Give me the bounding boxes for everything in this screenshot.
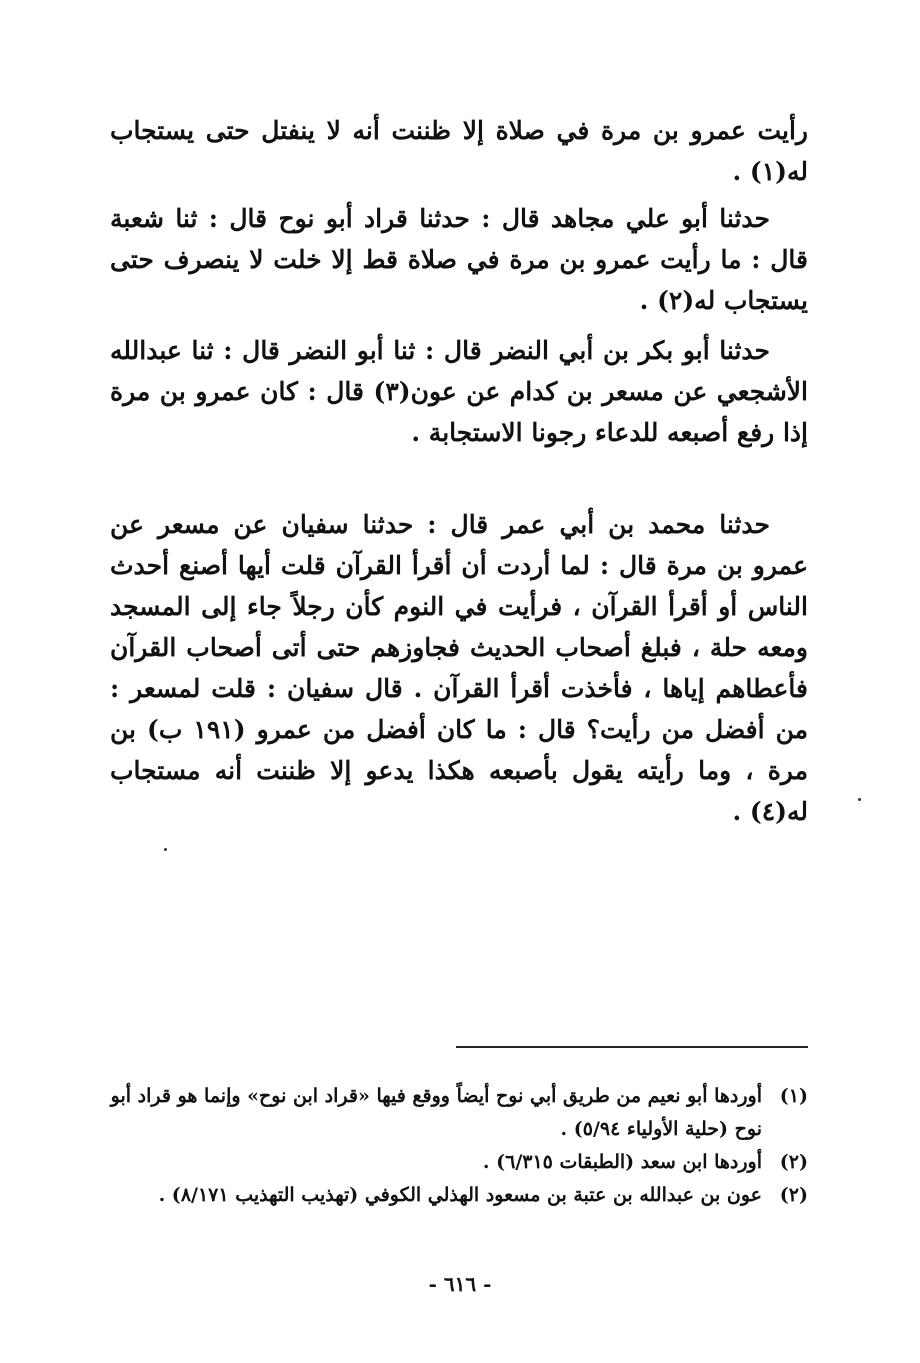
footnote-text: عون بن عبدالله بن عتبة بن مسعود الهذلي الكوفي (تهذيب التهذيب ٨/١٧١) . — [158, 1184, 762, 1206]
paragraph-1 — [110, 110, 808, 192]
footnote-text: أوردها أبو نعيم من طريق أبي نوح أيضاً ووقع فيها «قراد ابن نوح» وإنما هو قراد أبو نوح (حلية الأولياء ٥/٩٤) . — [110, 1085, 762, 1140]
scan-speck — [164, 848, 167, 851]
footnote-number: (٢) — [779, 1184, 808, 1206]
footnote-separator — [456, 1046, 808, 1048]
paragraph-3-text: حدثنا أبو بكر بن أبي النضر قال : ثنا أبو النضر قال : ثنا عبدالله الأشجعي عن مسعر بن كدام عن عون(٣) قال : كان عمرو بن مرة إذا رفع أصبعه للدعاء رجونا الاستجابة . — [110, 336, 808, 447]
paragraph-2-text: حدثنا أبو علي مجاهد قال : حدثنا قراد أبو نوح قال : ثنا شعبة قال : ما رأيت عمرو بن مرة في صلاة قط إلا خلت لا ينصرف حتى يستجاب له(٢) . — [110, 204, 808, 315]
footnote-number: (١) — [779, 1085, 808, 1107]
paragraph-4 — [110, 504, 808, 832]
footnote-1 — [110, 1080, 808, 1146]
footnote-text: أوردها ابن سعد (الطبقات ٦/٣١٥) . — [482, 1151, 762, 1173]
paragraph-2 — [110, 198, 808, 321]
page-number: - ٦١٦ - — [428, 1272, 492, 1296]
footnote-2 — [110, 1146, 808, 1179]
paragraph-4-text: حدثنا محمد بن أبي عمر قال : حدثنا سفيان عن مسعر عن عمرو بن مرة قال : لما أردت أن أقرأ القرآن قلت أيها أصنع أحدث الناس أو أقرأ القرآن ، فرأيت في النوم كأن رجلاً جاء إلى المسجد ومعه حلة ، فبلغ أصحاب الحديث فجاوزهم حتى أتى أصحاب القرآن فأعطاهم إياها ، فأخذت أقرأ القرآن . قال سفيان : قلت لمسعر : من أفضل من رأيت؟ قال : ما كان أفضل من عمرو (١٩١ ب) بن مرة ، وما رأيته يقول بأصبعه هكذا يدعو إلا ظننت أنه مستجاب له(٤) . — [110, 510, 809, 826]
paragraph-1-text: رأيت عمرو بن مرة في صلاة إلا ظننت أنه لا ينفتل حتى يستجاب له(١) . — [110, 116, 808, 186]
footnotes — [110, 1080, 808, 1212]
scan-speck — [858, 798, 861, 801]
footnote-3 — [110, 1179, 808, 1212]
paragraph-3 — [110, 330, 808, 453]
footnote-number: (٢) — [779, 1151, 808, 1173]
